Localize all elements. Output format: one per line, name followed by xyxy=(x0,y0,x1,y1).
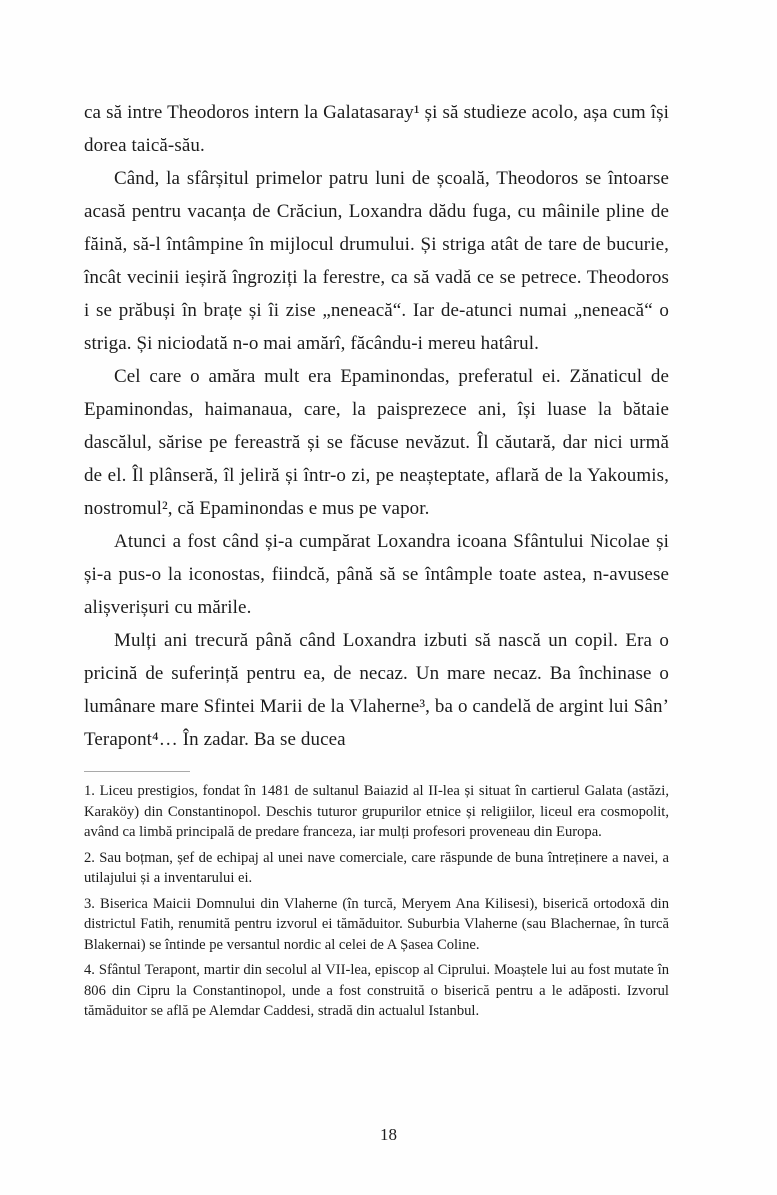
footnote: 1. Liceu prestigios, fondat în 1481 de sultanul Baiazid al II-lea și situat în cartierul Galata (astăzi, Karaköy) din Constantinopol. Deschis tuturor grupurilor etnice și religiilor, liceul era cosmopolit, având ca limbă principală de predare franceza, iar mulți profesori proveneau din Europa. xyxy=(84,783,669,840)
footnote-separator xyxy=(84,771,190,772)
footnotes xyxy=(84,781,669,1022)
footnote: 2. Sau boțman, șef de echipaj al unei nave comerciale, care răspunde de buna întreținere a navei, a utilajului și a inventarului ei. xyxy=(84,849,669,886)
page-number: 18 xyxy=(380,1125,397,1144)
paragraph: Cel care o amăra mult era Epaminondas, preferatul ei. Zănaticul de Epaminondas, haimanaua, care, la paisprezece ani, își luase la bătaie dascălul, sărise pe fereastră și se făcuse nevăzut. Îl căutară, dar nici urmă de el. Îl plânseră, îl jeliră și într-o zi, pe neașteptate, aflară de la Yakoumis, nostromul², că Epaminondas e mus pe vapor. xyxy=(84,366,669,519)
footnote: 3. Biserica Maicii Domnului din Vlaherne (în turcă, Meryem Ana Kilisesi), biserică ortodoxă din districtul Fatih, renumită pentru izvorul ei tămăduitor. Suburbia Vlaherne (sau Blachernae, în turcă Blakernai) se întinde pe versantul nordic al celei de A Șasea Coline. xyxy=(84,895,669,953)
footnote: 4. Sfântul Terapont, martir din secolul al VII-lea, episcop al Ciprului. Moaștele lui au fost mutate în 806 din Cipru la Constantinopol, unde a fost construită o biserică pentru a le adăposti. Izvorul tămăduitor se află pe Alemdar Caddesi, stradă din actualul Istanbul. xyxy=(84,962,669,1019)
paragraph: ca să intre Theodoros intern la Galatasaray¹ și să studieze acolo, așa cum își dorea taică-său. xyxy=(84,102,669,156)
paragraph: Atunci a fost când și-a cumpărat Loxandra icoana Sfântului Nicolae și și-a pus-o la iconostas, fiindcă, până să se întâmple toate astea, n-avusese alișverișuri cu mările. xyxy=(84,531,669,618)
text-block xyxy=(84,96,669,1027)
main-text xyxy=(84,96,669,756)
paragraph: Mulți ani trecură până când Loxandra izbuti să nască un copil. Era o pricină de suferință pentru ea, de necaz. Un mare necaz. Ba închinase o lumânare mare Sfintei Marii de la Vlaherne³, ba o candelă de argint lui Sân’ Terapont⁴… În zadar. Ba se ducea xyxy=(84,630,669,750)
paragraph: Când, la sfârșitul primelor patru luni de școală, Theodoros se întoarse acasă pentru vacanța de Crăciun, Loxandra dădu fuga, cu mâinile pline de făină, să-l întâmpine în mijlocul drumului. Și striga atât de tare de bucurie, încât vecinii ieșiră îngroziți la ferestre, ca să vadă ce se petrece. Theodoros i se prăbuși în brațe și îi zise „neneacă“. Iar de-atunci numai „neneacă“ o striga. Și niciodată n-o mai amărî, făcându-i mereu hatârul. xyxy=(84,168,669,354)
